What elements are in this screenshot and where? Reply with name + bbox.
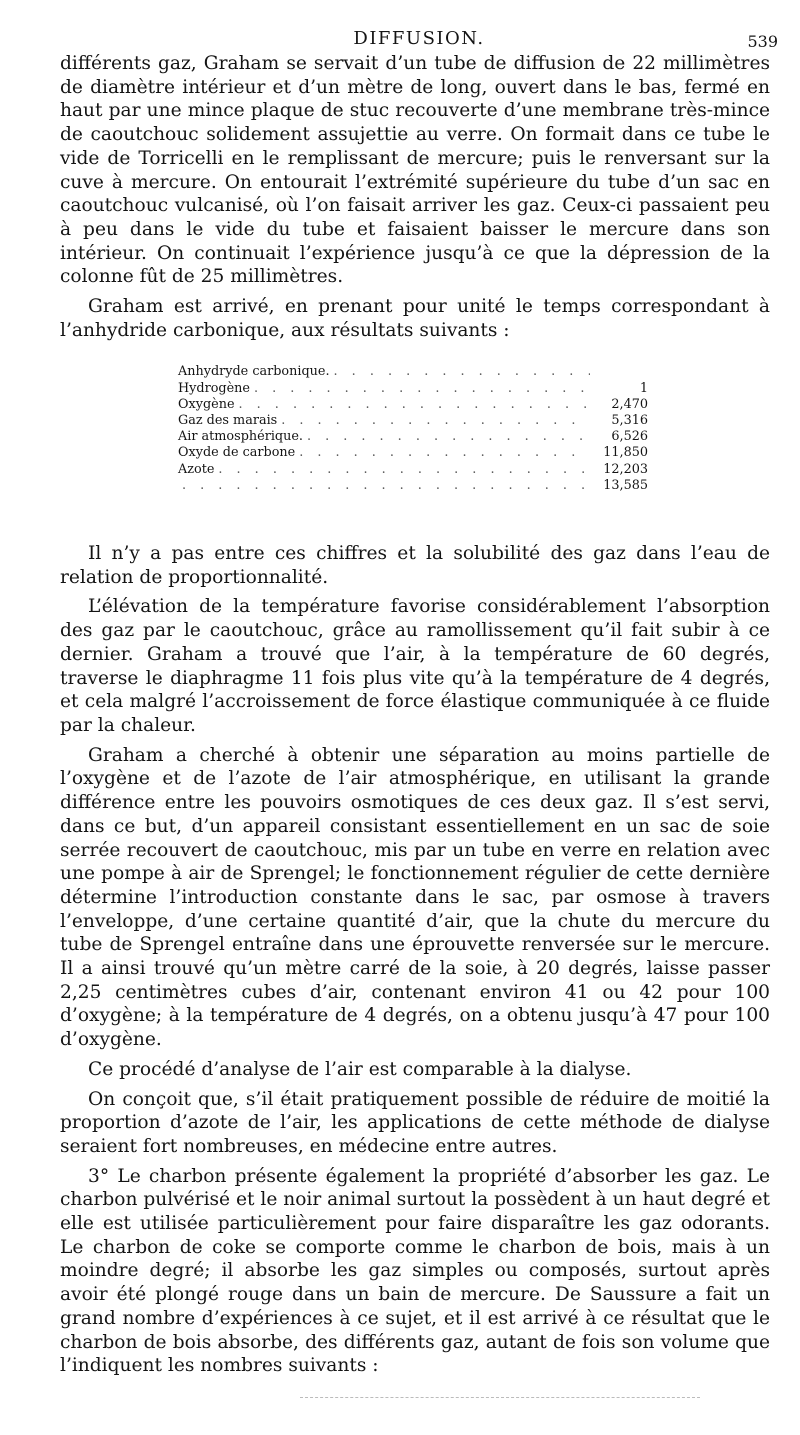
gas-name: Azote [178,461,215,477]
table-row [178,462,648,478]
table-row [178,364,648,380]
table-row [178,478,648,494]
diffusion-results-table [178,364,648,494]
table-row [178,413,648,429]
paragraph-charcoal: 3° Le charbon présente également la propriété d’absorber les gaz. Le charbon pulvérisé et le noir animal surtout la possèdent à un haut degré et elle est utilisée particulièrement pour faire disparaître les gaz odorants. Le charbon de coke se comporte comme le charbon de bois, mais à un moindre degré; il absorbe les gaz simples ou composés, surtout après avoir été plongé rouge dans un bain de mercure. De Saussure a fait un grand nombre d’expériences à ce sujet, et il est arrivé à ce résultat que le charbon de bois absorbe, des différents gaz, autant de fois son volume que l’indiquent les nombres suivants : [60,1165,770,1377]
dot-leader [254,381,590,397]
running-title: DIFFUSION. [353,28,485,49]
dot-leader [334,364,590,380]
gas-name: Air atmosphérique. [178,429,303,445]
gas-name: Anhydryde carbonique. [178,364,330,380]
table-row [178,445,648,461]
paragraph-applications: On conçoit que, s’il était pratiquement possible de réduire de moitié la proportion d’azote de l’air, les applications de cette méthode de dialyse seraient fort nombreuses, en médecine entre autres. [60,1088,770,1157]
gas-value: 6,526 [611,429,648,445]
table-row [178,381,648,397]
gas-value: 2,470 [611,396,648,412]
paragraph-temperature: L’élévation de la température favorise considérablement l’absorption des gaz par le caoutchouc, grâce au ramollissement qu’il fait subir à ce dernier. Graham a trouvé que l’air, à la température de 60 degrés, traverse le diaphragme 11 fois plus vite qu’à la température de 4 degrés, et cela malgré l’accroissement de force élastique communiquée à ce fluide par la chaleur. [60,596,770,736]
gas-value: 13,585 [603,477,648,493]
dot-leader [218,462,590,478]
gas-value: 5,316 [611,413,648,429]
paragraph-solubility: Il n’y a pas entre ces chiffres et la solubilité des gaz dans l’eau de relation de proportionnalité. [60,543,770,588]
gas-name: Hydrogène [178,380,250,396]
table-row [178,429,648,445]
page-number: 539 [747,32,778,51]
dot-leader [281,413,590,429]
table-row [178,397,648,413]
gas-name: Oxyde de carbone [178,445,296,461]
bottom-rule [300,1397,700,1398]
gas-name: Oxygène [178,396,235,412]
paragraph-graham-apparatus: différents gaz, Graham se servait d’un tube de diffusion de 22 millimètres de diamètre intérieur et d’un mètre de long, ouvert dans le bas, fermé en haut par une mince plaque de stuc recouverte d’une membrane très-mince de caoutchouc solidement assujettie au verre. On formait dans ce tube le vide de Torricelli en le remplissant de mercure; puis le renversant sur la cuve à mercure. On entourait l’extrémité supérieure du tube d’un sac en caoutchouc vulcanisé, où l’on faisait arriver les gaz. Ceux-ci passaient peu à peu dans le vide du tube et faisaient baisser le mercure dans son intérieur. On continuait l’expérience jusqu’à ce que la dépression de la colonne fût de 25 millimètres. [60,53,770,288]
paragraph-dialysis: Ce procédé d’analyse de l’air est comparable à la dialyse. [88,1058,632,1080]
gas-value: 1 [639,380,648,396]
dot-leader [182,478,590,494]
dot-leader [299,445,590,461]
gas-value: 12,203 [603,461,648,477]
gas-value: 11,850 [603,445,648,461]
gas-name: Gaz des marais [178,413,278,429]
paragraph-oxygen-separation: Graham a cherché à obtenir une séparation au moins partielle de l’oxygène et de l’azote de l’air atmosphérique, en utilisant la grande différence entre les pouvoirs osmotiques de ces deux gaz. Il s’est servi, dans ce but, d’un appareil consistant essentiellement en un sac de soie serrée recouvert de caoutchouc, mis par un tube en verre en relation avec une pompe à air de Sprengel; le fonctionnement régulier de cette dernière détermine l’introduction constante dans le sac, par osmose à travers l’enveloppe, d’une certaine quantité d’air, que la chute du mercure du tube de Sprengel entraîne dans une éprouvette renversée sur le mercure. Il a ainsi trouvé qu’un mètre carré de la soie, à 20 degrés, laisse passer 2,25 centimètres cubes d’air, contenant environ 41 ou 42 pour 100 d’oxygène; à la température de 4 degrés, on a obtenu jusqu’à 47 pour 100 d’oxygène. [60,744,770,1051]
paragraph-results-intro: Graham est arrivé, en prenant pour unité le temps correspondant à l’anhydride carbonique, aux résultats suivants : [60,296,770,341]
dot-leader [307,429,590,445]
page-body [60,52,770,1384]
dot-leader [239,397,590,413]
